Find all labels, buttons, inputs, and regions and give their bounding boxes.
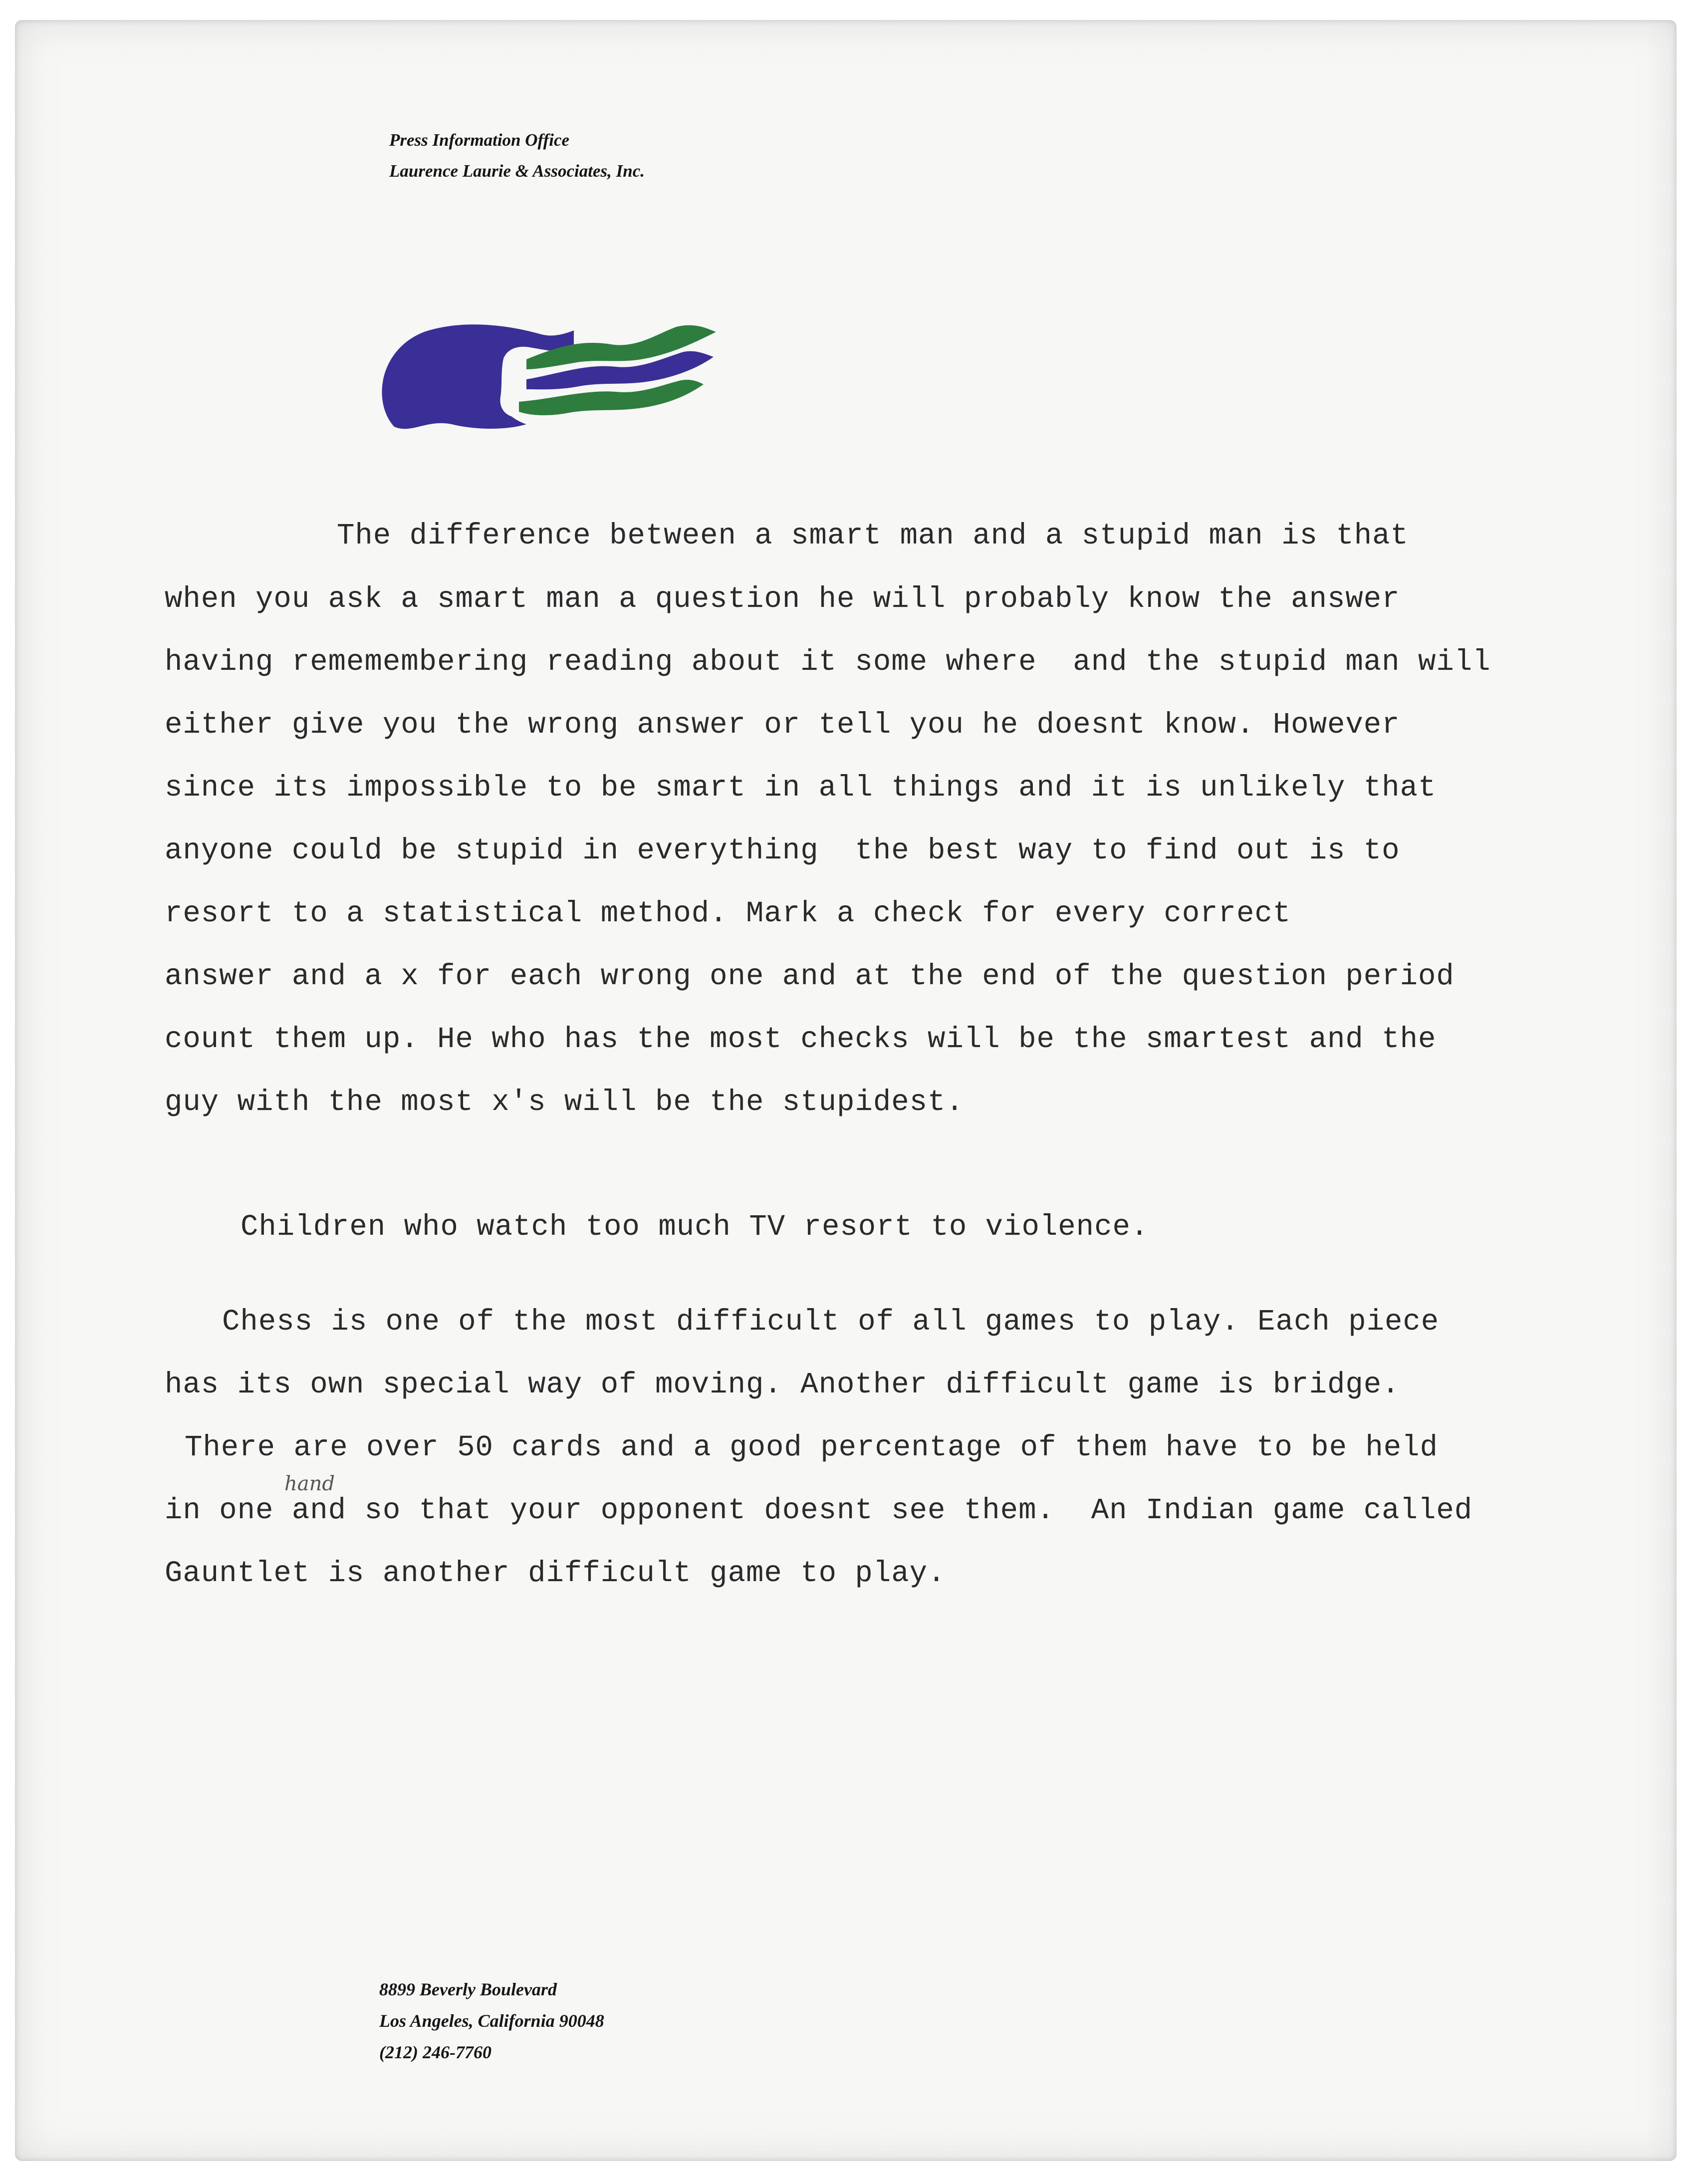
letterhead [389,125,645,187]
text-line: There are over 50 cards and a good percentage of them have to be held [185,1431,1438,1464]
handwritten-correction: hand [284,1472,335,1495]
text-line: Chess is one of the most difficult of all games to play. Each piece [222,1305,1440,1339]
text-line: either give you the wrong answer or tell you he doesnt know. However [165,708,1400,742]
text-line: Children who watch too much TV resort to violence. [241,1210,1149,1244]
text-line: resort to a statistical method. Mark a check for every correct [165,897,1291,930]
text-line: answer and a x for each wrong one and at the end of the question period [165,960,1455,993]
text-line: Gauntlet is another difficult game to play. [165,1557,946,1590]
text-line: has its own special way of moving. Another difficult game is bridge. [165,1368,1400,1401]
footer-city: Los Angeles, California 90048 [379,2011,604,2031]
flowing-hair-profile-logo [377,319,716,439]
text-line: when you ask a smart man a question he will probably know the answer [165,582,1400,616]
footer-address [379,1974,604,2068]
text-line: in one and so that your opponent doesnt see them. An Indian game called [165,1494,1473,1527]
text-line: since its impossible to be smart in all things and it is unlikely that [165,771,1437,805]
text-line: anyone could be stupid in everything the best way to find out is to [165,834,1400,867]
letterhead-company: Laurence Laurie & Associates, Inc. [389,161,645,181]
text-line: having rememembering reading about it some where and the stupid man will [165,645,1491,679]
text-line: guy with the most x's will be the stupidest. [165,1086,964,1119]
letterhead-office: Press Information Office [389,130,570,150]
text-line: The difference between a smart man and a stupid man is that [337,519,1409,552]
footer-street: 8899 Beverly Boulevard [379,1979,557,1999]
footer-phone: (212) 246-7760 [379,2042,491,2062]
text-line: count them up. He who has the most checks will be the smartest and the [165,1023,1437,1056]
